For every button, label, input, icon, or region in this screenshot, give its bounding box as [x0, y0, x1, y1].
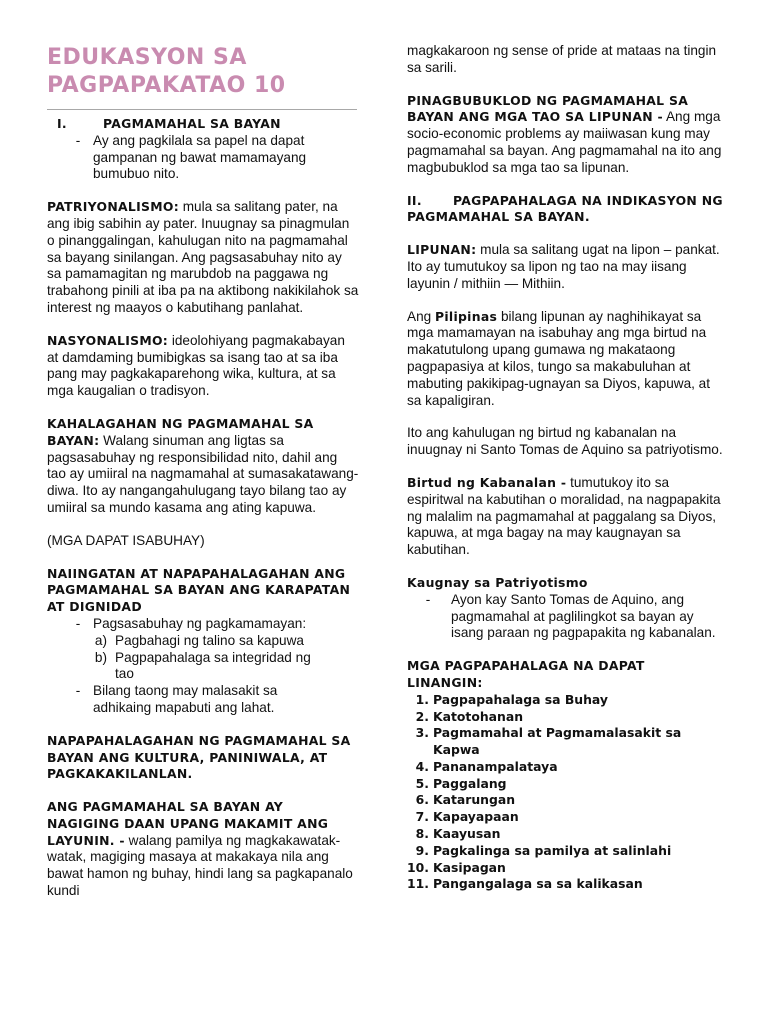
- list-item-text: Pagkalinga sa pamilya at salinlahi: [433, 842, 672, 858]
- list-item: [407, 860, 725, 877]
- list-item-text: Bilang taong may malasakit sa adhikaing mapabuti ang lahat.: [93, 683, 278, 715]
- list-item: [407, 843, 725, 860]
- birtud-text: tumutukoy ito sa espiritwal na kabutihan o moralidad, na nagpapakita ng malalim na pagmamahal at paggalang sa Diyos, kapuwa, at mga bagay na may kaugnayan sa kabutihan.: [407, 474, 721, 558]
- kahalagahan-term: KAHALAGAHAN NG PAGMAMAHAL SA BAYAN:: [47, 415, 314, 448]
- list-item: [407, 826, 725, 843]
- list-item-number: 4.: [415, 758, 429, 774]
- pinagbubuklod-term: PINAGBUBUKLOD NG PAGMAMAHAL SA BAYAN ANG MGA TAO SA LIPUNAN -: [407, 92, 689, 125]
- sub-item-label: a): [94, 632, 107, 648]
- list-item-text: Katotohanan: [433, 708, 524, 724]
- page-title: [47, 0, 359, 100]
- list-item: [407, 776, 725, 793]
- title-line-1: EDUKASYON SA: [47, 45, 247, 70]
- list-item-text: Pananampalataya: [433, 758, 558, 774]
- section-1-heading: [47, 116, 359, 133]
- right-column: [407, 0, 725, 893]
- dash-bullet: -: [75, 132, 81, 148]
- list-item-number: 2.: [415, 708, 429, 724]
- list-item-text: Katarungan: [433, 792, 516, 808]
- list-item-text: Kapayapaan: [433, 809, 519, 825]
- pilipinas-paragraph: [407, 309, 725, 410]
- list-item: [407, 692, 725, 709]
- list-item-number: 9.: [415, 842, 429, 858]
- list-item-text: Pagsasabuhay ng pagkamamayan:: [93, 615, 307, 631]
- napapahalagahan-heading: NAPAPAHALAGAHAN NG PAGMAMAHAL SA BAYAN ANG KULTURA, PANINIWALA, AT PAGKAKAKILANLAN.: [47, 732, 351, 782]
- pinagbubuklod-paragraph: [407, 93, 725, 177]
- patriyotismo-paragraph: [47, 199, 359, 317]
- list-item: [407, 759, 725, 776]
- pilipinas-text: bilang lipunan ay naghihikayat sa mga mamamayan na isabuhay ang mga birtud na makatutulong upang gumawa ng makataong pagpapasiya at kilos, tungo sa makabuluhan at mabuting pakikipag-ugnayan sa Diyos, kapuwa, at sa kapaligiran.: [407, 308, 711, 408]
- title-line-2: PAGPAPAKATAO 10: [47, 73, 286, 98]
- list-item-number: 3.: [415, 725, 429, 741]
- sub-item-label: b): [94, 649, 107, 665]
- kahulugan-paragraph: Ito ang kahulugan ng birtud ng kabanalan na inuugnay ni Santo Tomas de Aquino sa patriyotismo.: [407, 425, 723, 458]
- kaugnay-heading: Kaugnay sa Patriyotismo: [407, 574, 588, 590]
- list-item: [407, 725, 725, 759]
- pilipinas-term: Pilipinas: [434, 308, 498, 324]
- left-column: [47, 0, 359, 900]
- list-item-number: 11.: [407, 876, 429, 892]
- section-1-title: PAGMAMAHAL SA BAYAN: [103, 116, 281, 131]
- kahalagahan-text: Walang sinuman ang ligtas sa pagsasabuhay ng responsibilidad nito, dahil ang tao ay umiiral na nagmamahal at sumasakatawang-diwa. Ito ay nangangahulugang tayo bilang tao ay umiiral sa mundo kasama ang ating kapuwa.: [47, 432, 359, 515]
- section-2-title: PAGPAPAHALAGA NA INDIKASYON NG PAGMAMAHAL SA BAYAN.: [407, 192, 723, 225]
- nasyonalismo-term: NASYONALISMO:: [47, 332, 169, 348]
- sub-list-item: [67, 650, 359, 684]
- nasyonalismo-paragraph: [47, 333, 359, 400]
- section-1-numeral: I.: [57, 116, 67, 131]
- linangin-list: [407, 692, 725, 894]
- title-divider: [47, 109, 357, 110]
- mga-dapat-note: (MGA DAPAT ISABUHAY): [47, 532, 205, 548]
- kaugnay-text: Ayon kay Santo Tomas de Aquino, ang pagmamahal at paglilingkot sa bayan ay isang paraan ng pagpapakita ng kabanalan.: [451, 591, 716, 641]
- pilipinas-pre: Ang: [407, 308, 435, 324]
- list-item-number: 7.: [415, 809, 429, 825]
- sub-item-text: Pagbahagi ng talino sa kapuwa: [115, 632, 304, 648]
- list-item-text: Kaayusan: [433, 826, 501, 842]
- kaugnay-item: [407, 592, 725, 642]
- nasyonalismo-text: ideolohiyang pagmakabayan at damdaming bumibigkas sa isang tao at sa iba pang may pagkakaparehong wika, kultura, at sa mga kaugalian o tradisyon.: [47, 332, 345, 399]
- daan-term: ANG PAGMAMAHAL SA BAYAN AY NAGIGING DAAN UPANG MAKAMIT ANG LAYUNIN. -: [47, 799, 329, 848]
- continuation-text: magkakaroon ng sense of pride at mataas na tingin sa sarili.: [407, 43, 717, 75]
- list-item: [407, 709, 725, 726]
- list-item-text: Paggalang: [433, 775, 507, 791]
- dash-bullet: -: [75, 615, 81, 631]
- section-2-heading: [407, 193, 725, 227]
- birtud-term: Birtud ng Kabanalan -: [407, 474, 567, 490]
- birtud-paragraph: [407, 475, 725, 559]
- dash-bullet: -: [425, 591, 431, 607]
- list-item: [67, 616, 359, 633]
- list-item: [67, 683, 359, 717]
- list-item-text: Pangangalaga sa sa kalikasan: [433, 876, 643, 892]
- list-item: [407, 876, 725, 893]
- list-item-text: Pagmamahal at Pagmamalasakit sa Kapwa: [433, 725, 682, 758]
- daan-text: walang pamilya ng magkakawatak-watak, magiging masaya at makakaya nila ang bawat hamon ng buhay, hindi lang sa pagkapanalo kundi: [47, 832, 353, 899]
- list-item-number: 10.: [407, 859, 429, 875]
- list-item-text: Pagpapahalaga sa Buhay: [433, 691, 608, 707]
- kahalagahan-paragraph: [47, 416, 359, 517]
- patriyotismo-text: mula sa salitang pater, na ang ibig sabihin ay pater. Inuugnay sa pinagmulan o pinanggalingan, kahulugan nito na pagmamahal sa bayang sinilangan. Ang pagsasabuhay nito ay sa pamamagitan ng marubdob na paggawa ng trabahong pinili at iba pa na aktibong nakikilahok sa interest ng maayos o kabutihang panlahat.: [47, 199, 359, 315]
- pinagbubuklod-text: Ang mga socio-economic problems ay maiiwasan kung may pagmamahal sa bayan. Ang pagmamahal na ito ang magbubuklod sa mga tao sa lipunan.: [407, 109, 722, 175]
- naiingatan-list: [47, 616, 359, 717]
- list-item-text: Kasipagan: [433, 859, 506, 875]
- list-item-number: 8.: [415, 826, 429, 842]
- naiingatan-heading: NAIINGATAN AT NAPAPAHALAGAHAN ANG PAGMAMAHAL SA BAYAN ANG KARAPATAN AT DIGNIDAD: [47, 565, 351, 615]
- lipunan-text: mula sa salitang ugat na lipon – pankat. Ito ay tumutukoy sa lipon ng tao na may iisang layunin / mithiin — Mithiin.: [407, 242, 720, 291]
- section-1-definition: [47, 133, 359, 183]
- list-item: [407, 809, 725, 826]
- dash-bullet: -: [75, 683, 81, 699]
- patriyotismo-term: PATRIYONALISMO:: [47, 199, 179, 215]
- daan-paragraph: [47, 799, 359, 900]
- sub-list-item: [67, 633, 359, 650]
- section-2-numeral: II.: [407, 192, 422, 208]
- sub-item-text: Pagpapahalaga sa integridad ng tao: [115, 649, 311, 682]
- lipunan-paragraph: [407, 242, 725, 292]
- linangin-heading: MGA PAGPAPAHALAGA NA DAPAT LINANGIN:: [407, 658, 645, 690]
- section-1-definition-text: Ay ang pagkilala sa papel na dapat gampanan ng bawat mamamayang bumubuo nito.: [93, 132, 307, 182]
- list-item-number: 6.: [415, 792, 429, 808]
- lipunan-term: LIPUNAN:: [407, 242, 477, 258]
- list-item-number: 5.: [415, 775, 429, 791]
- list-item: [407, 792, 725, 809]
- list-item-number: 1.: [415, 691, 429, 707]
